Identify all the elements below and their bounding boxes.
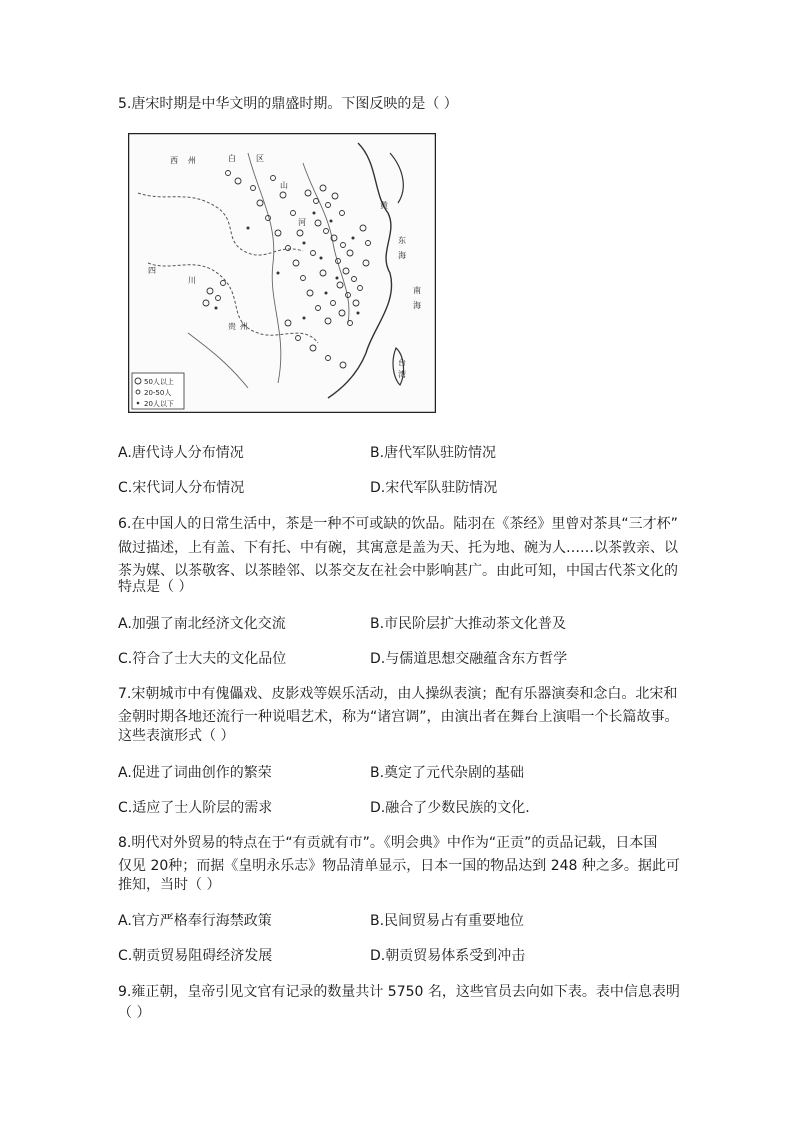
map-label: 山: [280, 181, 288, 190]
q8-stem-line: 仅见 20种；而据《皇明永乐志》物品清单显示，日本一国的物品达到 248 种之多。据此可: [118, 858, 680, 874]
q8-stem-line: 8.明代对外贸易的特点在于“有贡就有市”。《明会典》中作为“正贡”的贡品记载，日本国: [118, 835, 658, 851]
map-label: 区: [256, 154, 264, 163]
map-label: 四: [148, 266, 156, 275]
map-label: 州: [188, 156, 196, 165]
map-label: 海: [413, 301, 421, 310]
map-label: 南: [413, 286, 421, 295]
q7-option-d[interactable]: D.融合了少数民族的文化.: [370, 800, 530, 816]
map-label: 台: [398, 358, 406, 367]
q6-option-d[interactable]: D.与儒道思想交融蕴含东方哲学: [370, 651, 568, 667]
q6-option-c[interactable]: C.符合了士大夫的文化品位: [118, 651, 287, 667]
map-figure: [128, 133, 436, 413]
q9-stem-line: （ ）: [118, 1005, 151, 1021]
map-label: 白: [228, 154, 236, 163]
q6-stem-line: 特点是（ ）: [118, 579, 193, 595]
map-label: 东: [398, 236, 406, 245]
q7-stem-line: 7.宋朝城市中有傀儡戏、皮影戏等娱乐活动，由人操纵表演；配有乐器演奏和念白。北宋和: [118, 686, 678, 702]
q8-option-d[interactable]: D.朝贡贸易体系受到冲击: [370, 948, 526, 964]
q5-option-d[interactable]: D.宋代军队驻防情况: [370, 480, 498, 496]
historical-map: [128, 133, 436, 413]
q5-option-b[interactable]: B.唐代军队驻防情况: [370, 445, 497, 461]
q6-stem-line: 6.在中国人的日常生活中，茶是一种不可或缺的饮品。陆羽在《茶经》里曾对茶具“三才杯”: [118, 516, 678, 532]
legend-item: 20-50人: [144, 389, 172, 397]
map-legend: [132, 373, 184, 409]
q7-option-c[interactable]: C.适应了士人阶层的需求: [118, 800, 273, 816]
q5-option-c[interactable]: C.宋代词人分布情况: [118, 480, 245, 496]
map-label: 海: [398, 251, 406, 260]
q6-stem-line: 做过描述，上有盖、下有托、中有碗，其寓意是盖为天、托为地、碗为人……以茶敦亲、以: [118, 540, 678, 556]
q8-stem-line: 推知，当时（ ）: [118, 877, 221, 893]
q8-option-b[interactable]: B.民间贸易占有重要地位: [370, 913, 525, 929]
q6-option-b[interactable]: B.市民阶层扩大推动茶文化普及: [370, 616, 567, 632]
q5-option-a[interactable]: A.唐代诗人分布情况: [118, 445, 244, 461]
q8-option-a[interactable]: A.官方严格奉行海禁政策: [118, 913, 272, 929]
q7-option-a[interactable]: A.促进了词曲创作的繁荣: [118, 765, 272, 781]
q7-stem-line: 金朝时期各地还流行一种说唱艺术，称为“诸宫调”，由演出者在舞台上演唱一个长篇故事。: [118, 709, 679, 725]
q6-stem-line: 茶为媒、以茶敬客、以茶睦邻、以茶交友在社会中影响甚广。由此可知，中国古代茶文化的: [118, 563, 678, 579]
q7-stem-line: 这些表演形式（ ）: [118, 728, 235, 744]
legend-item: 50人以上: [144, 378, 174, 386]
map-label: 西: [170, 156, 178, 165]
map-label: 黄: [380, 201, 388, 210]
map-label: 河: [298, 218, 306, 227]
map-label: 州: [240, 322, 248, 331]
legend-item: 20人以下: [144, 400, 174, 408]
map-label: 贵: [228, 322, 236, 331]
q6-option-a[interactable]: A.加强了南北经济文化交流: [118, 616, 286, 632]
q7-option-b[interactable]: B.奠定了元代杂剧的基础: [370, 765, 525, 781]
q9-stem-line: 9.雍正朝，皇帝引见文官有记录的数量共计 5750 名，这些官员去向如下表。表中信息表明: [118, 984, 680, 1000]
map-label: 川: [188, 276, 196, 285]
q5-stem: 5.唐宋时期是中华文明的鼎盛时期。下图反映的是（ ）: [118, 96, 458, 112]
q8-option-c[interactable]: C.朝贡贸易阻碍经济发展: [118, 948, 273, 964]
map-label: 湾: [398, 370, 406, 379]
